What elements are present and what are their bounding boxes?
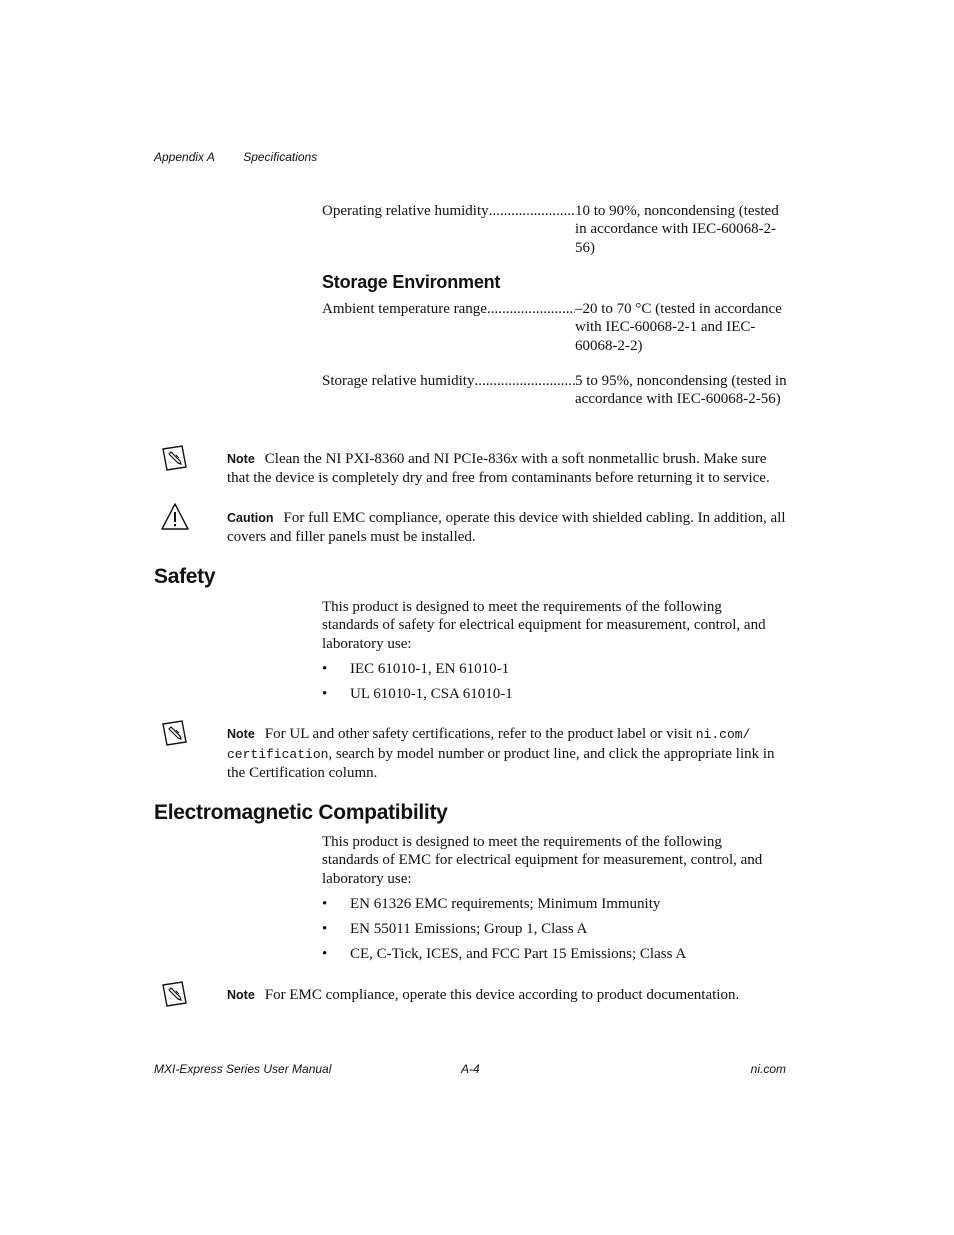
spec-ambient-temperature <box>322 300 792 355</box>
footer-page-number: A-4 <box>461 1062 480 1076</box>
spec-label: Operating relative humidity <box>322 203 489 219</box>
header-title: Specifications <box>243 150 318 164</box>
certification-link[interactable]: certification <box>227 746 329 762</box>
note-pencil-icon <box>160 443 190 473</box>
caution-tag: Caution <box>227 511 274 525</box>
caution-emc: Caution For full EMC compliance, operate this device with shielded cabling. In addition, all covers and filler panels must be installed. <box>227 510 786 545</box>
note-pencil-icon <box>160 979 190 1009</box>
warning-triangle-icon <box>160 502 190 532</box>
list-item: • UL 61010-1, CSA 61010-1 <box>322 686 513 702</box>
footer-manual-title: MXI-Express Series User Manual <box>154 1062 332 1076</box>
spec-operating-humidity <box>322 202 792 257</box>
list-item: • EN 61326 EMC requirements; Minimum Immunity <box>322 896 661 912</box>
storage-environment-heading: Storage Environment <box>322 272 501 292</box>
spec-label: Ambient temperature range <box>322 301 487 317</box>
note-tag: Note <box>227 988 255 1002</box>
header-section: Appendix A <box>154 150 215 164</box>
spec-storage-humidity <box>322 372 792 409</box>
spec-value: –20 to 70 °C (tested in accordance with IEC-60068-2-1 and IEC-60068-2-2) <box>575 301 782 354</box>
list-item: • IEC 61010-1, EN 61010-1 <box>322 661 510 677</box>
spec-value: 10 to 90%, noncondensing (tested in accordance with IEC-60068-2-56) <box>575 203 779 256</box>
safety-intro: This product is designed to meet the requirements of the following standards of safety for electrical equipment for measurement, control, and laboratory use: <box>322 599 766 652</box>
spec-label: Storage relative humidity <box>322 373 475 389</box>
emc-intro: This product is designed to meet the requirements of the following standards of EMC for electrical equipment for measurement, control, and laboratory use: <box>322 834 763 887</box>
note-pencil-icon <box>160 718 190 748</box>
safety-heading: Safety <box>154 565 216 588</box>
note-cleaning: Note Clean the NI PXI-8360 and NI PCIe-836x with a soft nonmetallic brush. Make sure that the device is completely dry and free from contaminants before returning it to service. <box>227 451 770 486</box>
note-certification: Note For UL and other safety certifications, refer to the product label or visit ni.com/ certification, search by model number or product line, and click the appropriate link in the Certification column. <box>227 726 775 782</box>
note-emc-compliance: Note For EMC compliance, operate this device according to product documentation. <box>227 987 740 1003</box>
running-header <box>154 150 317 164</box>
footer-site[interactable]: ni.com <box>750 1062 786 1076</box>
spec-value: 5 to 95%, noncondensing (tested in accordance with IEC-60068-2-56) <box>575 373 787 408</box>
note-tag: Note <box>227 727 255 741</box>
list-item: • EN 55011 Emissions; Group 1, Class A <box>322 921 588 937</box>
emc-heading: Electromagnetic Compatibility <box>154 801 448 824</box>
note-tag: Note <box>227 452 255 466</box>
certification-link[interactable]: ni.com/ <box>695 727 751 742</box>
list-item: • CE, C-Tick, ICES, and FCC Part 15 Emissions; Class A <box>322 946 687 962</box>
